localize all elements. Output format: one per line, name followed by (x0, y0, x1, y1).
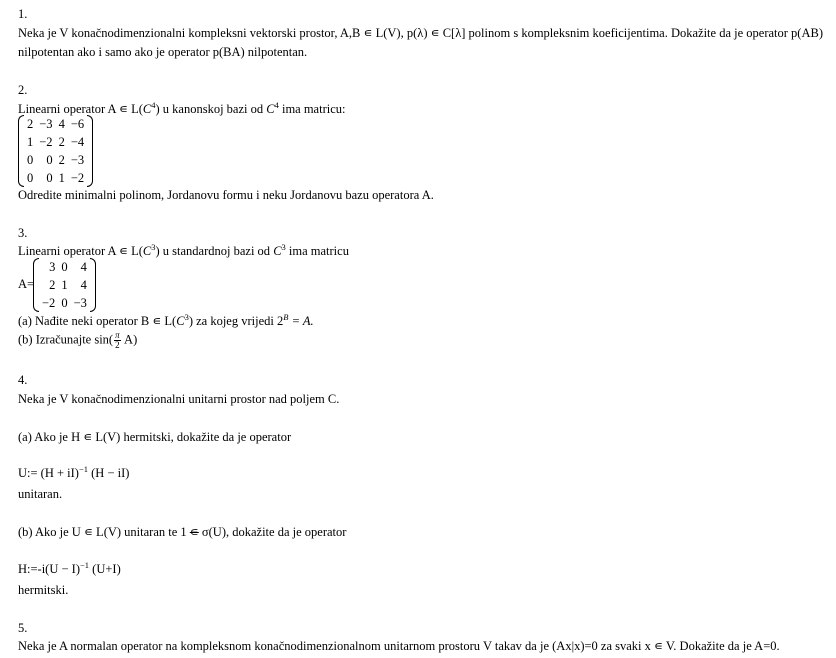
p3-matrix-cell: 2 (49, 278, 56, 292)
p2-matrix-row (24, 169, 87, 187)
p2-matrix-cell: 0 (27, 171, 34, 185)
problem-2-matrix (18, 115, 93, 187)
pi-over-two-fraction: $\frac{\pi}{2}$ (115, 330, 120, 350)
p3-matrix-cell: −2 (42, 296, 56, 310)
p3-matrix-cell: 3 (49, 260, 56, 274)
p2-matrix-cell: 4 (58, 117, 65, 131)
problem-4-part-a: (a) Ako je H ∊ L(V) hermitski, dokažite da je operator (18, 430, 292, 444)
problem-2-number: 2. (18, 83, 28, 97)
p3-matrix-row (39, 276, 90, 294)
p2-matrix-cell: 2 (58, 135, 65, 149)
problem-1-number: 1. (18, 7, 28, 21)
problem-5-number: 5. (18, 621, 28, 635)
p2-matrix-cell: −3 (70, 153, 85, 167)
p3-matrix-row (39, 258, 90, 276)
p3-matrix-cell: 0 (61, 260, 68, 274)
problem-3-intro: Linearni operator A ∊ $L(C^3)$ u standardnoj bazi od $C^3$ ima matricu (18, 241, 349, 258)
p3-matrix-cell: 1 (61, 278, 68, 292)
p2-matrix-cell: 0 (27, 153, 34, 167)
problem-3-part-a: (a) Nađite neki operator B ∊ $L(C^3)$ za kojeg vrijedi $2^B = A$. (18, 311, 314, 328)
p2-matrix-cell: −2 (70, 171, 85, 185)
problem-4-hermitski: hermitski. (18, 583, 69, 597)
p2-matrix-row (24, 151, 87, 169)
p2-matrix-cell: 1 (58, 171, 65, 185)
problem-2-task: Odredite minimalni polinom, Jordanovu formu i neku Jordanovu bazu operatora A. (18, 188, 434, 202)
p3-matrix-cell: −3 (73, 296, 87, 310)
p2-matrix-cell: −3 (39, 117, 53, 131)
problem-1-line-1: Neka je V konačnodimenzionalni kompleksni vektorski prostor, A,B ∊ L(V), p(λ) ∊ C[λ] polinom s kompleksnim koeficijentima. Dokažite da je operator p(AB) (18, 26, 823, 40)
problem-4-number: 4. (18, 373, 28, 387)
p3-matrix-cell: 0 (61, 296, 68, 310)
p2-matrix-row (24, 115, 87, 133)
p2-matrix-cell: −2 (39, 135, 53, 149)
problem-1-line-2: nilpotentan ako i samo ako je operator p(BA) nilpotentan. (18, 45, 308, 59)
problem-4-u-definition: U:= (H + iI)$^{-1}$ (H − iI) (18, 463, 130, 480)
p2-matrix-cell: −4 (70, 135, 85, 149)
p2-matrix-row (24, 133, 87, 151)
problem-3-number: 3. (18, 226, 28, 240)
p3-matrix-cell: 4 (80, 260, 87, 274)
p2-matrix-cell: 1 (27, 135, 34, 149)
problem-2-intro: Linearni operator A ∊ $L(C^4)$ u kanonskoj bazi od $C^4$ ima matricu: (18, 99, 346, 116)
p3-matrix-row (39, 294, 90, 312)
p2-matrix-cell: −6 (70, 117, 85, 131)
problem-4-intro: Neka je V konačnodimenzionalni unitarni prostor nad poljem C. (18, 392, 340, 406)
problem-3-matrix (33, 258, 96, 312)
problem-4-unitaran: unitaran. (18, 487, 63, 501)
problem-3-part-b: (b) Izračunajte sin( $\frac{\pi}{2}$ A) (18, 330, 138, 350)
problem-4-part-b: (b) Ako je U ∊ L(V) unitaran te 1 ∊ σ(U), dokažite da je operator (18, 525, 347, 539)
p3-matrix-cell: 4 (80, 278, 87, 292)
p2-matrix-cell: 0 (46, 171, 53, 185)
problem-3-lhs: A= (18, 277, 35, 291)
p2-matrix-cell: 0 (46, 153, 53, 167)
problem-4-h-definition: H:=-i(U − I)$^{-1}$ (U+I) (18, 559, 121, 576)
p2-matrix-cell: 2 (27, 117, 34, 131)
p2-matrix-cell: 2 (58, 153, 65, 167)
problem-5-text: Neka je A normalan operator na kompleksnom konačnodimenzionalnom unitarnom prostoru V takav da je (Ax|x)=0 za svaki x ∊ V. Dokažite da je A=0. (18, 639, 780, 653)
